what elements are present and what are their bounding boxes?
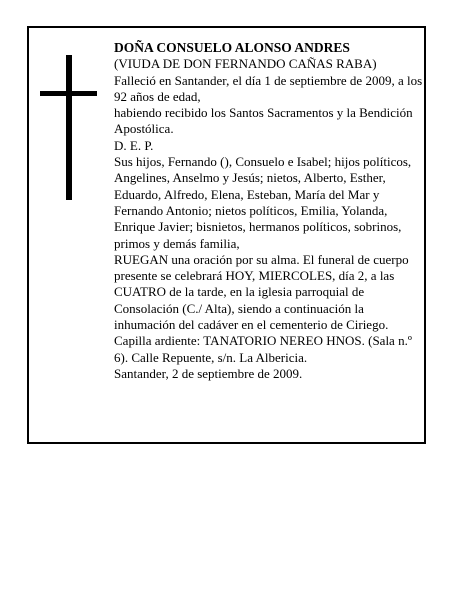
chapel-info: Capilla ardiente: TANATORIO NEREO HNOS. (Sala n.º 6). Calle Repuente, s/n. La Albericia. <box>114 333 412 365</box>
family-list: Sus hijos, Fernando (), Consuelo e Isabel; hijos políticos, Angelines, Anselmo y Jesús; nietos, Alberto, Esther, Eduardo, Alfredo, Elena, Esteban, María del Mar y Fernando Antonio; nietos políticos, Emilia, Yolanda, Enrique Javier; bisnietos, hermanos políticos, sobrinos, primos y demás familia, <box>114 154 412 251</box>
funeral-request: RUEGAN una oración por su alma. El funeral de cuerpo presente se celebrará HOY, MIERCOLES, día 2, a las CUATRO de la tarde, en la iglesia parroquial de Consolación (C./ Alta), siendo a continuación la inhumación del cadáver en el cementerio de Ciriego. <box>114 251 409 333</box>
place-date: Santander, 2 de septiembre de 2009. <box>114 365 303 381</box>
obituary-notice <box>27 26 426 444</box>
rip-line: D. E. P. <box>114 137 154 153</box>
obituary-text <box>114 40 424 382</box>
sacraments-statement: habiendo recibido los Santos Sacramentos y la Bendición Apostólica. <box>114 105 413 137</box>
cross-icon <box>40 55 97 200</box>
death-statement: Falleció en Santander, el día 1 de septiembre de 2009, a los 92 años de edad, <box>114 72 423 104</box>
widow-of-line: (VIUDA DE DON FERNANDO CAÑAS RABA) <box>114 56 377 72</box>
deceased-name: DOÑA CONSUELO ALONSO ANDRES <box>114 40 350 55</box>
